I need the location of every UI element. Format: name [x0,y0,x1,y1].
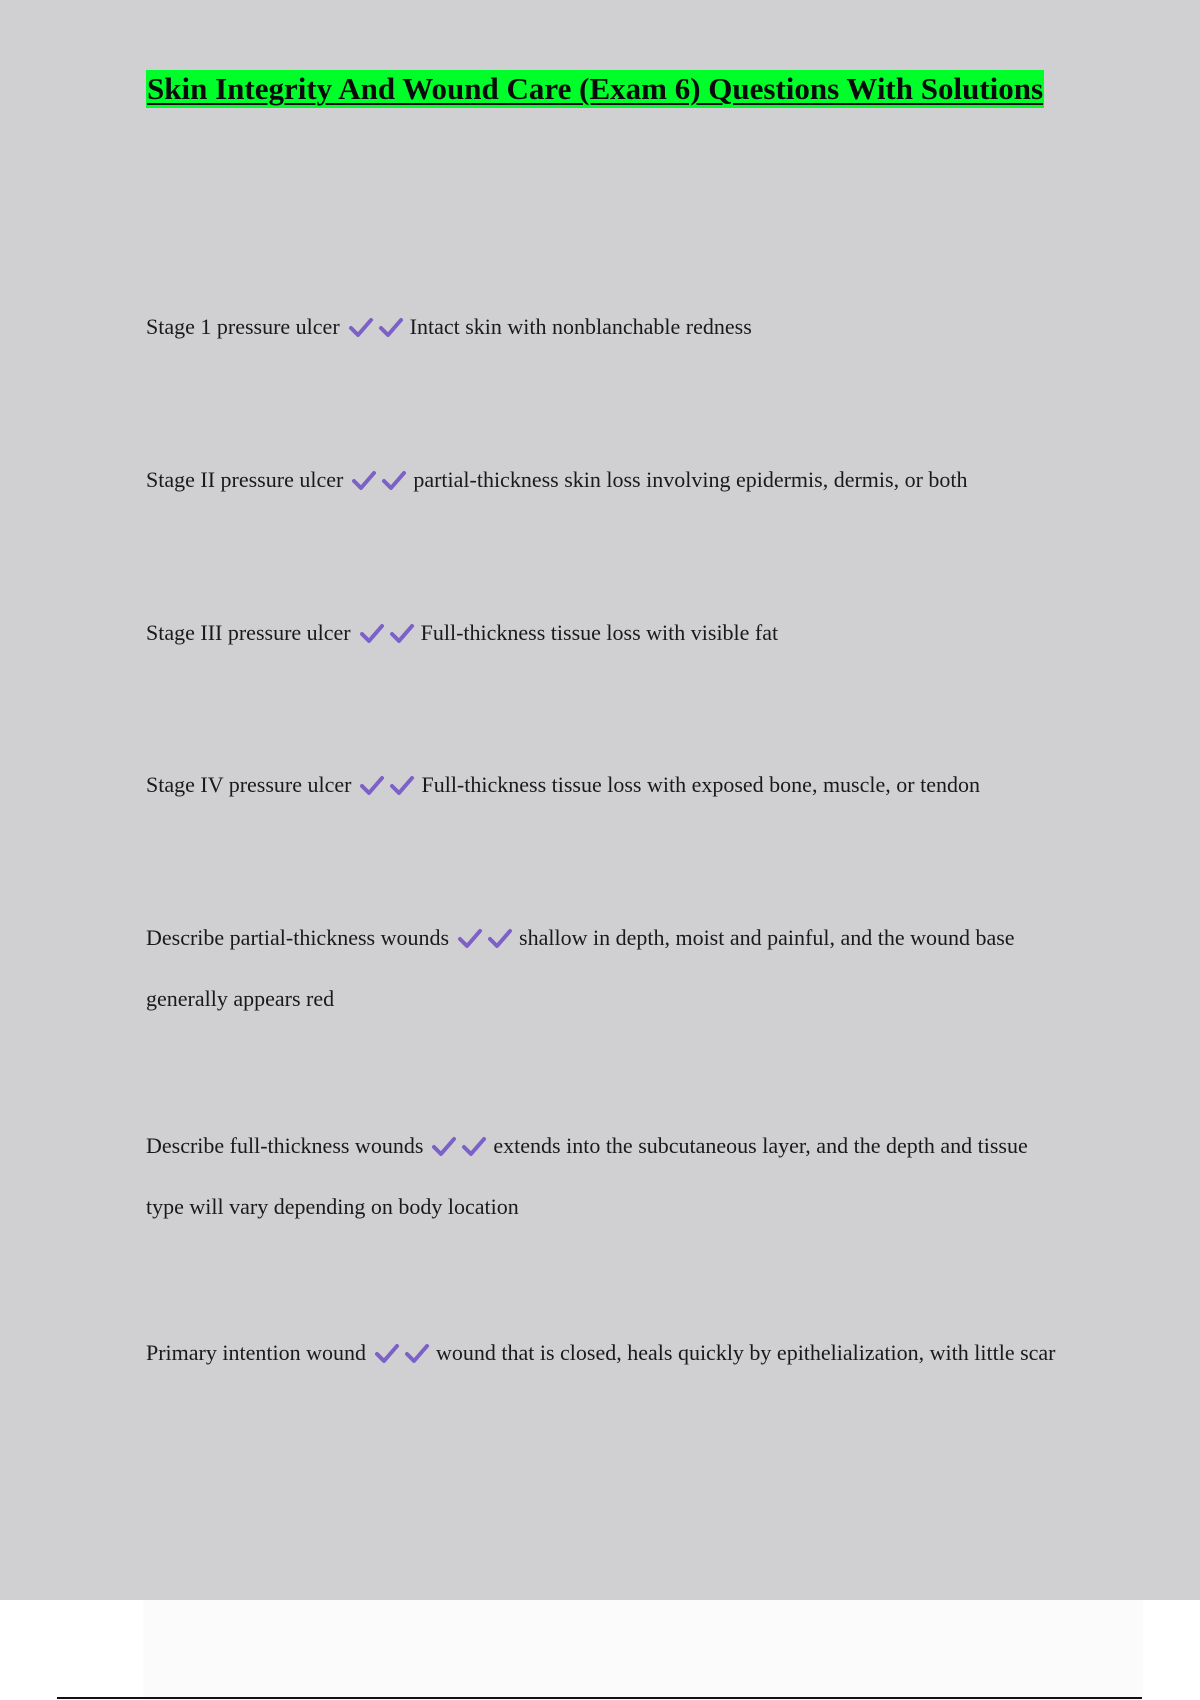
question-text: Describe partial-thickness wounds [146,925,450,950]
footer-divider [57,1697,1142,1699]
question-text: Describe full-thickness wounds [146,1133,424,1158]
qa-item [146,602,1066,663]
check-icon [389,774,415,796]
check-icon [461,1135,487,1157]
answer-text: extends into the subcutaneous layer, and the depth and tissue type will vary depending on body location [146,1133,1028,1219]
answer-text: shallow in depth, moist and painful, and the wound base generally appears red [146,925,1015,1011]
qa-item [146,754,1066,815]
check-icon [381,469,407,491]
question-text: Stage III pressure ulcer [146,620,351,645]
answer-text: Full-thickness tissue loss with exposed bone, muscle, or tendon [421,772,980,797]
check-icon [359,622,385,644]
answer-text: Intact skin with nonblanchable redness [409,314,752,339]
answer-text: partial-thickness skin loss involving epidermis, dermis, or both [413,467,968,492]
check-icon [389,622,415,644]
qa-item [146,449,1066,510]
check-icon [359,774,385,796]
check-icon [404,1342,430,1364]
check-icon [431,1135,457,1157]
qa-item [146,296,1066,357]
qa-item [146,1115,1066,1237]
answer-text: wound that is closed, heals quickly by epithelialization, with little scar [435,1340,1056,1365]
question-text: Stage 1 pressure ulcer [146,314,340,339]
answer-text: Full-thickness tissue loss with visible fat [420,620,779,645]
question-text: Stage IV pressure ulcer [146,772,352,797]
check-icon [374,1342,400,1364]
question-text: Primary intention wound [146,1340,366,1365]
next-page-preview [143,1600,1143,1700]
check-icon [487,927,513,949]
question-text: Stage II pressure ulcer [146,467,344,492]
check-icon [457,927,483,949]
check-icon [351,469,377,491]
check-icon [348,316,374,338]
qa-item [146,1322,1066,1383]
check-icon [378,316,404,338]
document-title: Skin Integrity And Wound Care (Exam 6) Questions With Solutions [147,71,1044,106]
qa-item [146,907,1066,1029]
